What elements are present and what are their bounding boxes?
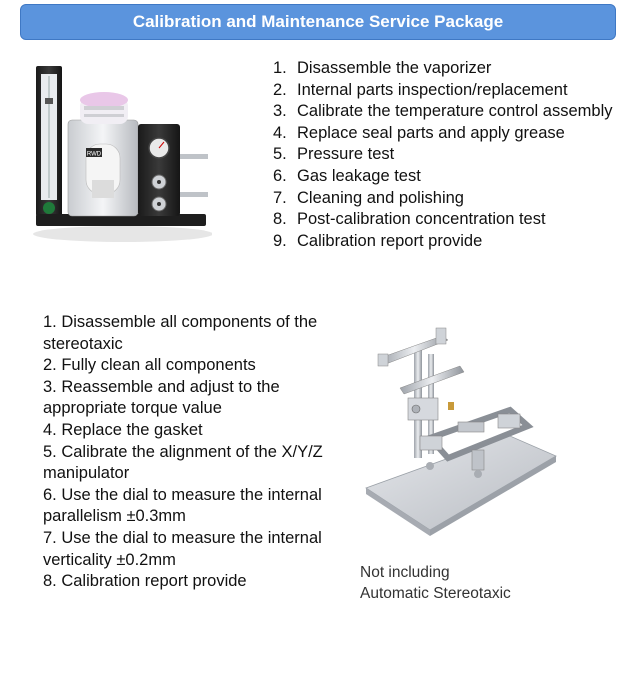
brand-label: RWD: [86, 151, 102, 158]
list-item: 5. Calibrate the alignment of the X/Y/Z manipulator: [43, 442, 323, 483]
list-item: 6. Gas leakage test: [273, 166, 421, 185]
list-item: 4. Replace the gasket: [43, 420, 203, 439]
list-item: 2. Fully clean all components: [43, 356, 256, 375]
exclusion-note: [360, 562, 600, 604]
list-item: 1. Disassemble all components of the stereotaxic: [43, 313, 318, 353]
list-item: 3. Reassemble and adjust to the appropriate torque value: [43, 377, 280, 418]
list-item: 8. Calibration report provide: [43, 572, 247, 591]
list-item: 3. Calibrate the temperature control assembly: [273, 102, 613, 121]
note-line: Not including: [360, 564, 450, 581]
page-title: Calibration and Maintenance Service Package: [132, 12, 504, 31]
list-item: 7. Use the dial to measure the internal verticality ±0.2mm: [43, 528, 322, 569]
stereotaxic-image: [360, 318, 560, 550]
list-item: 2. Internal parts inspection/replacement: [273, 80, 568, 99]
list-item: 9. Calibration report provide: [273, 231, 483, 250]
header-banner: [20, 4, 616, 40]
list-item: 1. Disassemble the vaporizer: [273, 59, 492, 77]
list-item: 7. Cleaning and polishing: [273, 188, 464, 207]
list-item: 5. Pressure test: [273, 145, 395, 164]
stereotaxic-steps-list: [43, 312, 363, 593]
list-item: 4. Replace seal parts and apply grease: [273, 123, 565, 142]
vaporizer-image: [28, 58, 212, 248]
list-item: 6. Use the dial to measure the internal parallelism ±0.3mm: [43, 485, 322, 526]
list-item: 8. Post-calibration concentration test: [273, 210, 546, 229]
vaporizer-steps-list: [273, 58, 613, 252]
note-line: Automatic Stereotaxic: [360, 585, 511, 602]
